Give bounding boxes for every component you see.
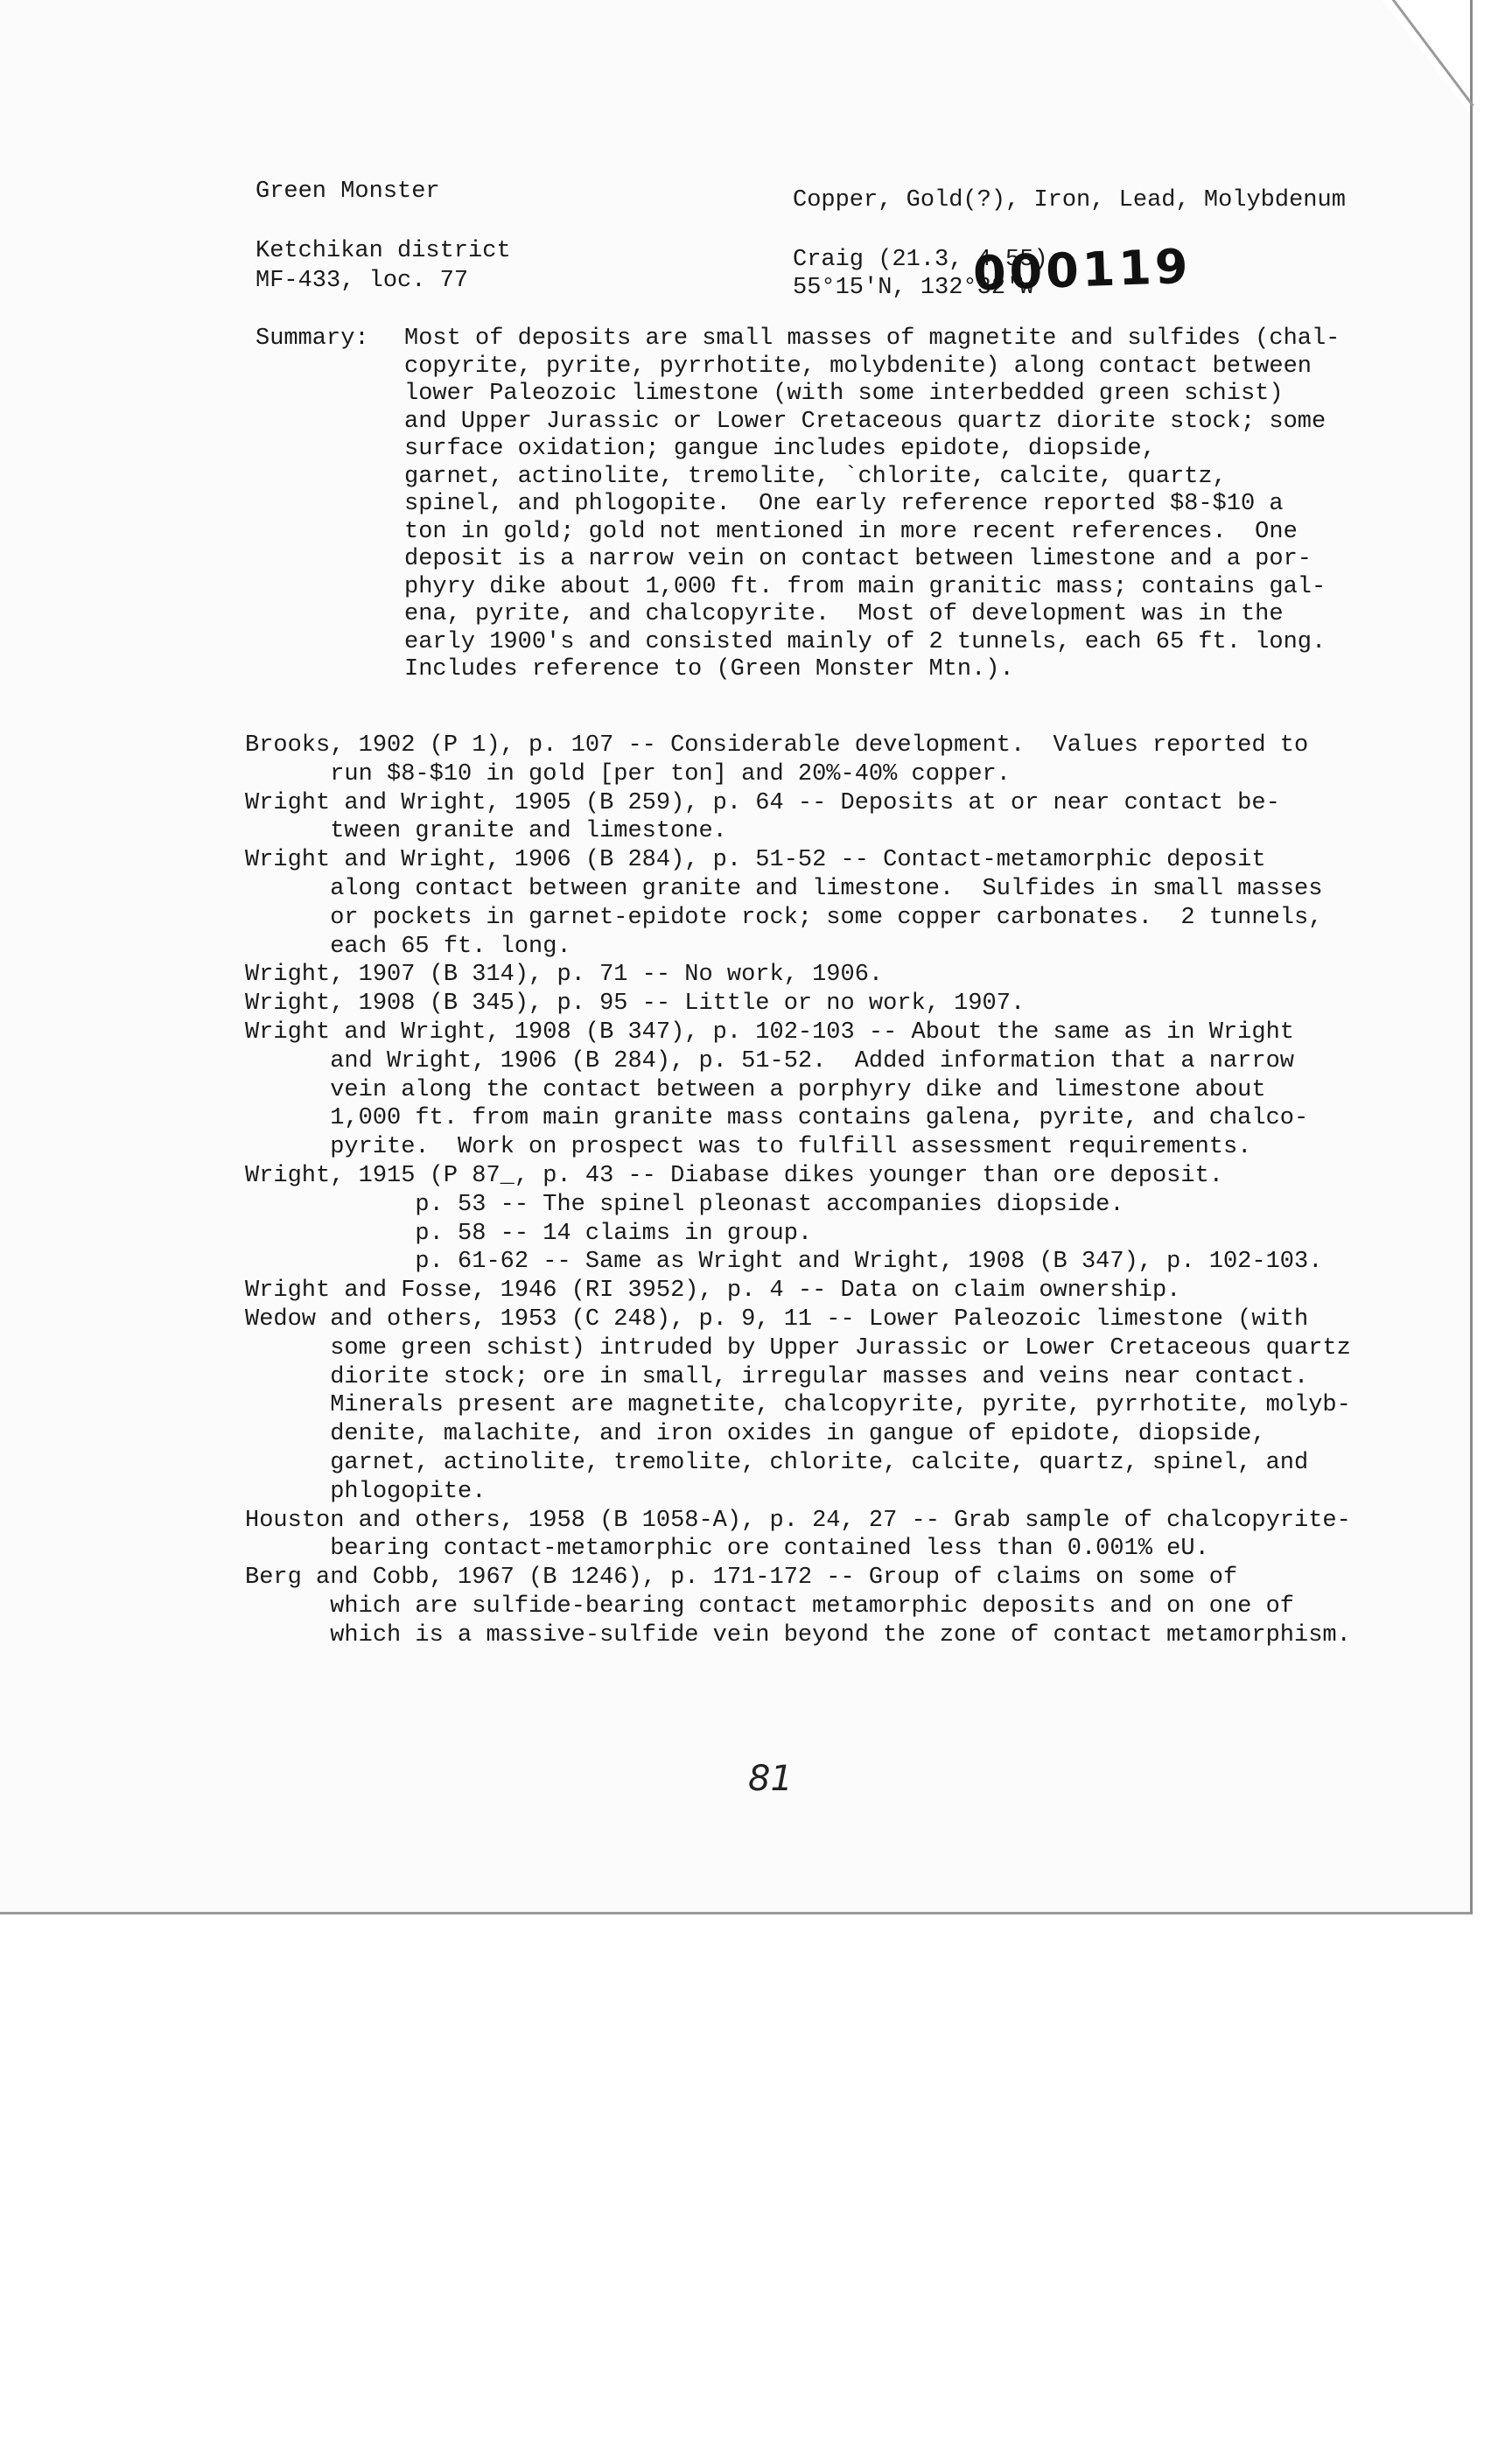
quadrangle: Craig (21.3, 4.55): [793, 247, 1048, 273]
reference-line: p. 58 -- 14 claims in group.: [245, 1220, 813, 1247]
page-number: 81: [748, 1759, 793, 1799]
reference-line: 1,000 ft. from main granite mass contains galena, pyrite, and chalco-: [245, 1105, 1309, 1132]
summary-line: phyry dike about 1,000 ft. from main granitic mass; contains gal-: [404, 573, 1326, 600]
summary-text: [404, 326, 1393, 684]
reference-line: p. 61-62 -- Same as Wright and Wright, 1908 (B 347), p. 102-103.: [245, 1249, 1323, 1276]
reference-line: garnet, actinolite, tremolite, chlorite, calcite, quartz, spinel, and: [245, 1449, 1309, 1476]
reference-line: Houston and others, 1958 (B 1058-A), p. 24, 27 -- Grab sample of chalcopyrite-: [245, 1507, 1351, 1534]
summary-line: ena, pyrite, and chalcopyrite. Most of development was in the: [404, 601, 1284, 627]
reference-line: tween granite and limestone.: [245, 818, 727, 845]
coordinates: 55°15'N, 132°32'W: [793, 275, 1034, 301]
commodities: Copper, Gold(?), Iron, Lead, Molybdenum: [793, 187, 1346, 214]
summary-line: early 1900's and consisted mainly of 2 tunnels, each 65 ft. long.: [404, 628, 1326, 655]
summary-line: copyrite, pyrite, pyrrhotite, molybdenite) along contact between: [404, 353, 1312, 380]
references-list: [245, 732, 1409, 1650]
summary-line: and Upper Jurassic or Lower Cretaceous quartz diorite stock; some: [404, 408, 1326, 435]
reference-line: Wright, 1908 (B 345), p. 95 -- Little or no work, 1907.: [245, 990, 1026, 1018]
reference-line: Minerals present are magnetite, chalcopyrite, pyrite, pyrrhotite, molyb-: [245, 1392, 1351, 1419]
summary-label: Summary:: [256, 326, 369, 352]
summary-line: Includes reference to (Green Monster Mtn.).: [404, 656, 1014, 682]
reference-line: Berg and Cobb, 1967 (B 1246), p. 171-172 -- Group of claims on some of: [245, 1564, 1238, 1592]
summary-line: surface oxidation; gangue includes epidote, diopside,: [404, 436, 1156, 462]
deposit-name: Green Monster: [256, 178, 440, 205]
summary-line: ton in gold; gold not mentioned in more recent references. One: [404, 518, 1298, 545]
reference-line: run $8-$10 in gold [per ton] and 20%-40% copper.: [245, 760, 1011, 788]
reference-line: and Wright, 1906 (B 284), p. 51-52. Added information that a narrow: [245, 1047, 1294, 1074]
reference-line: which is a massive-sulfide vein beyond the zone of contact metamorphism.: [245, 1621, 1351, 1648]
reference-line: diorite stock; ore in small, irregular masses and veins near contact.: [245, 1363, 1309, 1390]
reference-line: some green schist) intruded by Upper Jurassic or Lower Cretaceous quartz: [245, 1334, 1351, 1362]
summary-line: spinel, and phlogopite. One early reference reported $8-$10 a: [404, 491, 1284, 517]
reference-line: Wright and Wright, 1906 (B 284), p. 51-52 -- Contact-metamorphic deposit: [245, 847, 1266, 874]
map-reference: MF-433, loc. 77: [256, 268, 469, 294]
reference-line: Brooks, 1902 (P 1), p. 107 -- Considerable development. Values reported to: [245, 732, 1309, 759]
reference-line: vein along the contact between a porphyry dike and limestone about: [245, 1076, 1266, 1103]
reference-line: Wright, 1915 (P 87_, p. 43 -- Diabase dikes younger than ore deposit.: [245, 1162, 1223, 1189]
summary-line: Most of deposits are small masses of magnetite and sulfides (chal-: [404, 326, 1340, 352]
reference-line: pyrite. Work on prospect was to fulfill assessment requirements.: [245, 1134, 1252, 1161]
reference-line: p. 53 -- The spinel pleonast accompanies diopside.: [245, 1191, 1124, 1218]
reference-line: each 65 ft. long.: [245, 933, 571, 960]
reference-line: denite, malachite, and iron oxides in gangue of epidote, diopside,: [245, 1421, 1266, 1448]
reference-line: bearing contact-metamorphic ore contained less than 0.001% eU.: [245, 1536, 1209, 1563]
reference-line: which are sulfide-bearing contact metamorphic deposits and on one of: [245, 1592, 1294, 1620]
reference-line: Wright and Wright, 1905 (B 259), p. 64 -- Deposits at or near contact be-: [245, 789, 1280, 816]
reference-line: Wedow and others, 1953 (C 248), p. 9, 11 -- Lower Paleozoic limestone (with: [245, 1306, 1309, 1333]
record-number-stamp: 000119: [971, 238, 1193, 302]
reference-line: along contact between granite and limestone. Sulfides in small masses: [245, 875, 1323, 902]
summary-line: lower Paleozoic limestone (with some interbedded green schist): [404, 381, 1284, 407]
reference-line: Wright, 1907 (B 314), p. 71 -- No work, 1906.: [245, 962, 884, 989]
reference-line: or pockets in garnet-epidote rock; some copper carbonates. 2 tunnels,: [245, 904, 1323, 931]
reference-line: phlogopite.: [245, 1478, 486, 1505]
reference-line: Wright and Fosse, 1946 (RI 3952), p. 4 -- Data on claim ownership.: [245, 1278, 1181, 1305]
folded-corner: [1382, 0, 1470, 114]
summary-line: garnet, actinolite, tremolite, `chlorite, calcite, quartz,: [404, 463, 1227, 490]
district: Ketchikan district: [256, 238, 511, 264]
reference-line: Wright and Wright, 1908 (B 347), p. 102-103 -- About the same as in Wright: [245, 1018, 1294, 1046]
summary-line: deposit is a narrow vein on contact between limestone and a por-: [404, 546, 1312, 572]
